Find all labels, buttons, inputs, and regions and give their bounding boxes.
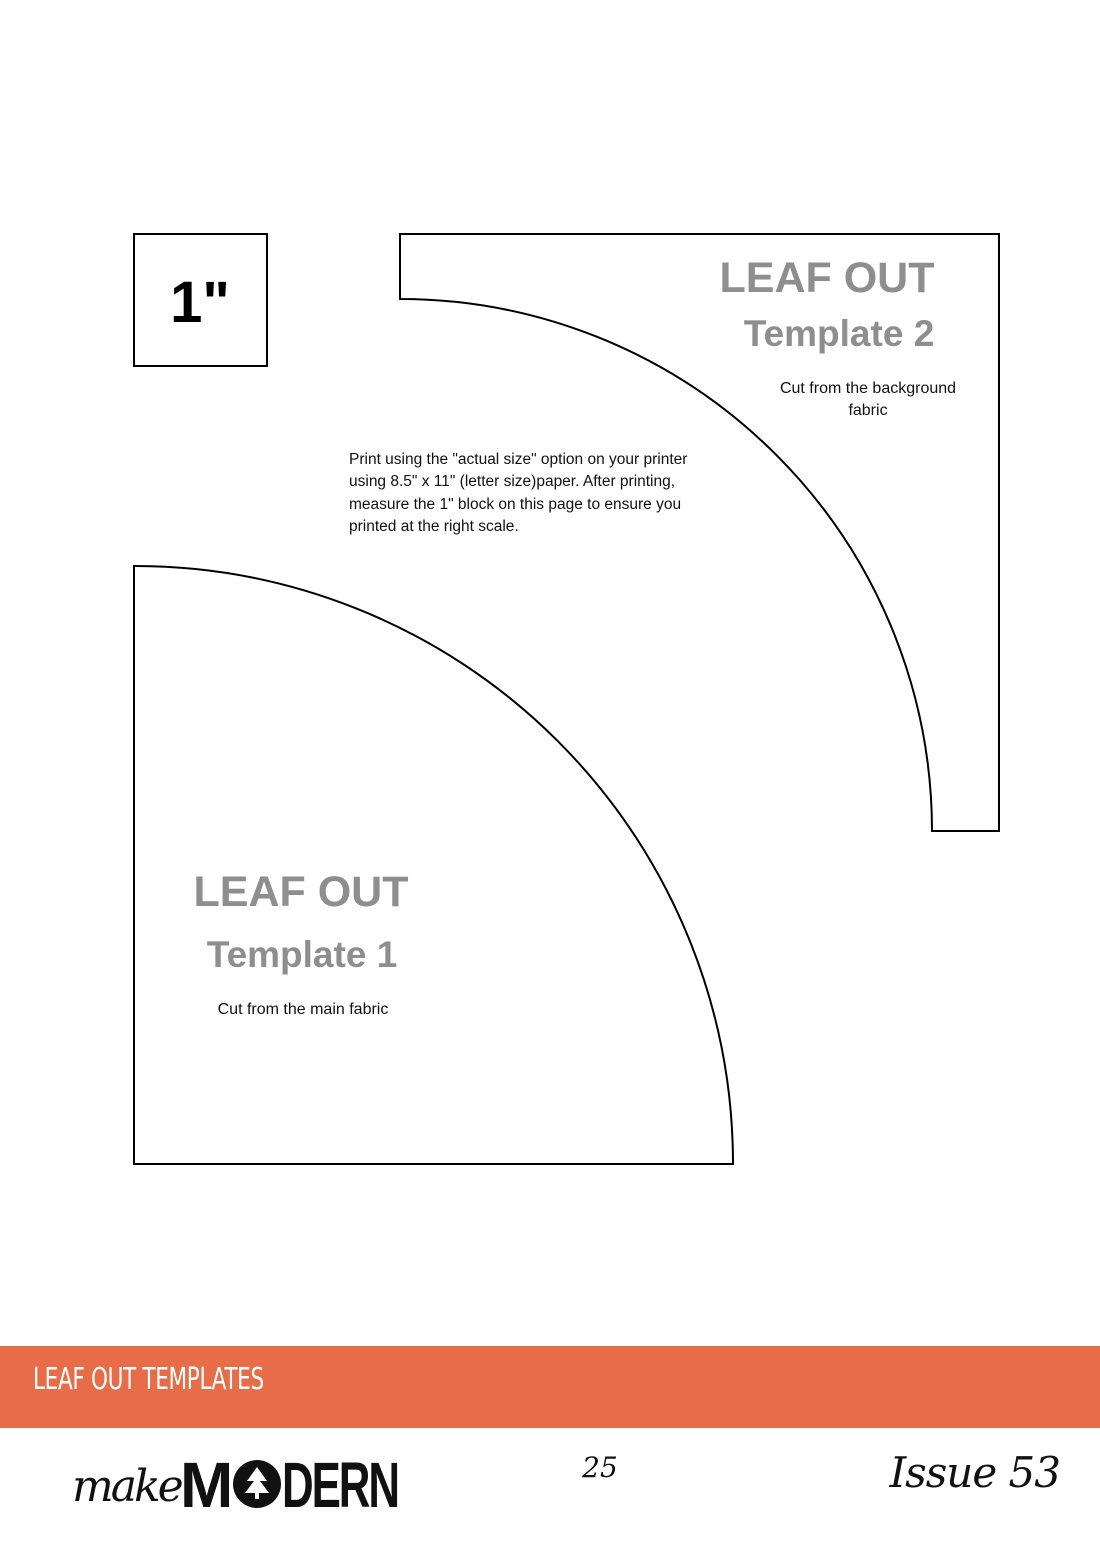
page-number: 25: [582, 1451, 618, 1484]
logo-script-text: make: [72, 1461, 181, 1512]
instruction-line: printed at the right scale.: [349, 517, 519, 535]
issue-label: Issue 53: [889, 1448, 1060, 1497]
section-title: LEAF OUT TEMPLATES: [33, 1362, 264, 1397]
logo-bold-start: M: [180, 1449, 234, 1521]
template-2-subtitle: Template 2: [743, 313, 935, 354]
template-2-title: LEAF OUT: [719, 254, 935, 302]
section-banner: [0, 1346, 1100, 1428]
instruction-line: using 8.5" x 11" (letter size)paper. After printing,: [349, 473, 676, 491]
template-1-subtitle: Template 1: [206, 934, 398, 975]
template-2-note-line2: fabric: [848, 402, 888, 419]
instruction-line: measure the 1" block on this page to ensure you: [349, 495, 682, 513]
logo-bold-end: DERN: [282, 1449, 398, 1521]
print-instructions: [349, 449, 739, 538]
template-1-note: Cut from the main fabric: [217, 1001, 389, 1018]
make-modern-logo: [70, 1445, 400, 1520]
template-2-note-line1: Cut from the background: [779, 380, 957, 397]
template-1-title: LEAF OUT: [193, 868, 409, 916]
scale-block-label: 1": [170, 270, 230, 335]
instruction-line: Print using the "actual size" option on your printer: [349, 451, 688, 468]
template-1-outline: [134, 566, 733, 1164]
mountain-triangle-icon: [233, 1460, 281, 1508]
